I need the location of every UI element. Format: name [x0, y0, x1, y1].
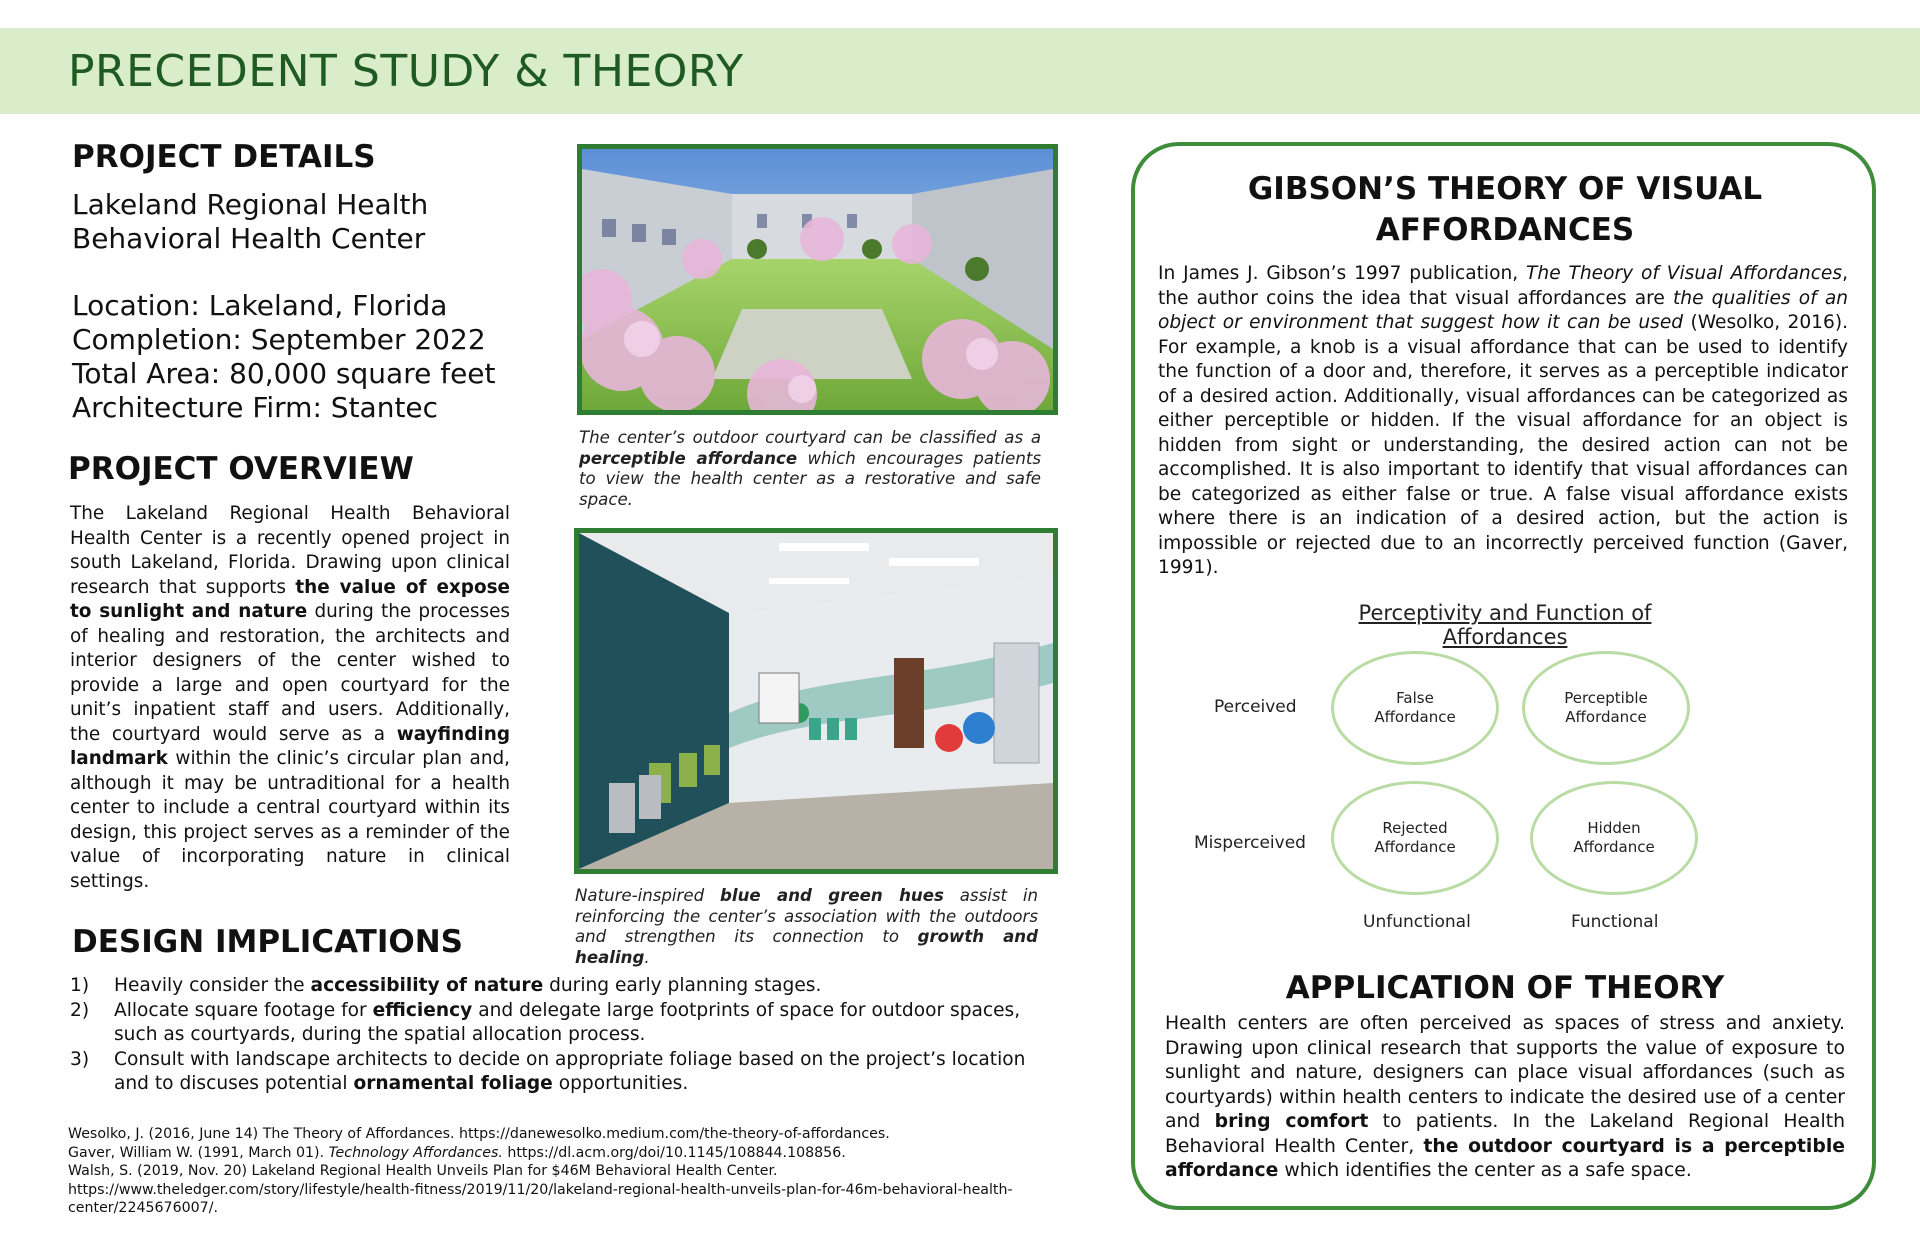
courtyard-rendering-image: [577, 144, 1058, 415]
project-overview-text: The Lakeland Regional Health Behavioral Health Center is a recently opened project in south Lakeland, Florida. Drawing upon clinical research that supports the value of expose to sunlight and nature during the processes of healing and restoration, the architects and interior designers of the center wished to provide a large and open courtyard for the unit’s inpatient staff and users. Additionally, the courtyard would serve as a wayfinding landmark within the clinic’s circular plan and, although it may be untraditional for a health center to include a central courtyard within its design, this project serves as a reminder of the value of incorporating nature in clinical settings.: [70, 503, 510, 892]
rejected-affordance-ellipse: Rejected Affordance: [1331, 781, 1499, 895]
list-item: 1) Heavily consider the accessibility of nature during early planning stages.: [70, 975, 822, 996]
reference-2: Gaver, William W. (1991, March 01). Technology Affordances. https://dl.acm.org/doi/10.1145/108844.108856.: [68, 1144, 846, 1161]
interior-caption: Nature-inspired blue and green hues assist in reinforcing the center’s association with the outdoors and strengthen its connection to growth and healing.: [575, 886, 1038, 967]
row-label-misperceived: Misperceived: [1194, 833, 1306, 853]
application-text: Health centers are often perceived as spaces of stress and anxiety. Drawing upon clinical research that supports the value of exposure to sunlight and nature, designers can place visual affordances (such as courtyards) within health centers to indicate the desired use of a center and bring comfort to patients. In the Lakeland Regional Health Behavioral Health Center, the outdoor courtyard is a perceptible affordance which identifies the center as a safe space.: [1165, 1013, 1846, 1181]
completion-text: Completion: September 2022: [72, 323, 486, 356]
project-details-heading: PROJECT DETAILS: [72, 139, 376, 175]
col-label-functional: Functional: [1571, 912, 1659, 932]
hidden-affordance-ellipse: Hidden Affordance: [1530, 781, 1698, 895]
false-affordance-ellipse: False Affordance: [1331, 651, 1499, 765]
project-facts: [72, 289, 496, 425]
project-overview-heading: PROJECT OVERVIEW: [68, 451, 414, 487]
interior-photo-image: [574, 528, 1058, 874]
list-item: 3) Consult with landscape architects to decide on appropriate foliage based on the project’s location and to discuses potential ornamental foliage opportunities.: [70, 1048, 1026, 1094]
diagram-title: Perceptivity and Function of Affordances: [1358, 601, 1652, 649]
gibson-text: In James J. Gibson’s 1997 publication, The Theory of Visual Affordances, the author coins the idea that visual affordances are the qualities of an object or environment that suggest how it can be used (Wesolko, 2016). For example, a knob is a visual affordance that can be used to identify the function of a door and, therefore, it serves as a perceptible indicator of a desired action. Additionally, visual affordances can be categorized as either perceptible or hidden. If the visual affordance for an object is hidden from sight or understanding, the desired action can not be accomplished. It is also important to identify that visual affordances can be categorized as either false or true. A false visual affordance exists where there is an indication of a desired action, but the action is impossible or rejected due to an incorrectly perceived function (Gaver, 1991).: [1158, 263, 1848, 578]
reference-3: Walsh, S. (2019, Nov. 20) Lakeland Regional Health Unveils Plan for $46M Behavioral Health Center.: [68, 1163, 778, 1180]
application-heading: APPLICATION OF THEORY: [1285, 970, 1725, 1006]
references: [68, 1125, 1058, 1218]
gibson-title: GIBSON’S THEORY OF VISUAL AFFORDANCES: [1247, 171, 1763, 248]
reference-1: Wesolko, J. (2016, June 14) The Theory of Affordances. https://danewesolko.medium.com/the-theory-of-affordances.: [68, 1126, 890, 1142]
firm-text: Architecture Firm: Stantec: [72, 391, 439, 424]
reference-4: https://www.theledger.com/story/lifestyle/health-fitness/2019/11/20/lakeland-regional-health-unveils-plan-for-46m-behavioral-health-center/2245676007/.: [68, 1181, 1013, 1217]
perceptible-affordance-ellipse: Perceptible Affordance: [1522, 651, 1690, 765]
row-label-perceived: Perceived: [1214, 697, 1297, 717]
area-text: Total Area: 80,000 square feet: [72, 357, 496, 390]
project-name-line1: Lakeland Regional Health: [72, 188, 429, 221]
courtyard-caption: The center’s outdoor courtyard can be classified as a perceptible affordance which encourages patients to view the health center as a restorative and safe space.: [579, 428, 1041, 509]
page-title: PRECEDENT STUDY & THEORY: [68, 46, 744, 97]
design-implications-list: [70, 974, 1030, 1097]
header-banner: [0, 28, 1920, 114]
project-name-line2: Behavioral Health Center: [72, 222, 426, 255]
location-text: Location: Lakeland, Florida: [72, 289, 448, 322]
project-name: [72, 188, 428, 256]
list-item: 2) Allocate square footage for efficiency and delegate large footprints of space for outdoor spaces, such as courtyards, during the spatial allocation process.: [70, 999, 1021, 1045]
col-label-unfunctional: Unfunctional: [1363, 912, 1471, 932]
design-implications-heading: DESIGN IMPLICATIONS: [72, 924, 463, 960]
